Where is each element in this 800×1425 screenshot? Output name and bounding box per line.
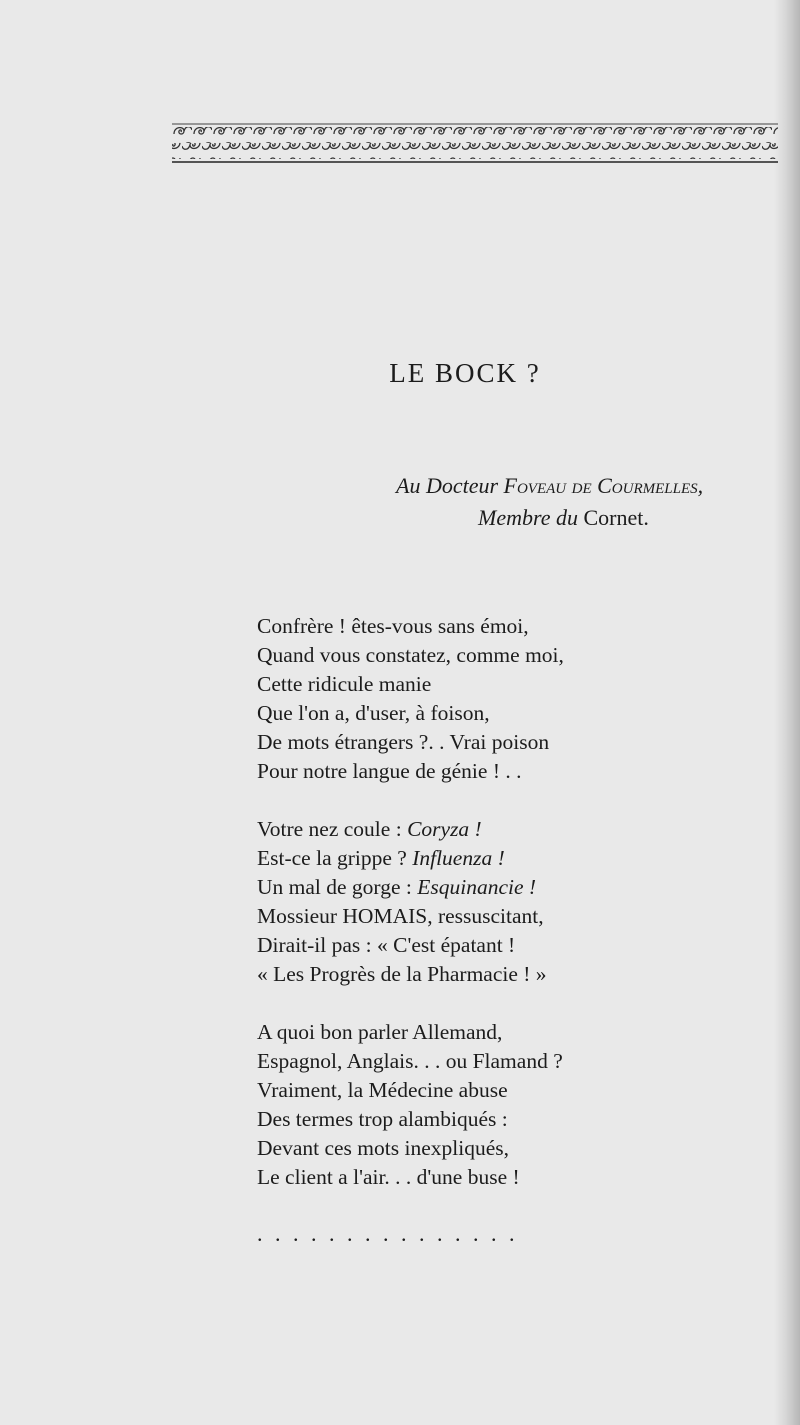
stanza [257, 815, 757, 989]
verse-line: Vraiment, la Médecine abuse [257, 1078, 508, 1102]
verse-line: Que l'on a, d'user, à foison, [257, 701, 490, 725]
verse-line: Quand vous constatez, comme moi, [257, 643, 564, 667]
verse-line: Mossieur HOMAIS, ressuscitant, [257, 904, 544, 928]
verse-emphasis: Influenza ! [412, 846, 505, 870]
stanza [257, 612, 757, 786]
dedication-line-2 [396, 502, 703, 534]
verse-line: « Les Progrès de la Pharmacie ! » [257, 962, 547, 986]
verse-line: A quoi bon parler Allemand, [257, 1020, 503, 1044]
verse-line [257, 873, 757, 902]
ellipsis-line: ............... [257, 1221, 527, 1246]
verse-line: Devant ces mots inexpliqués, [257, 1136, 509, 1160]
scroll-border-ornament-icon [172, 122, 778, 166]
verse-line: Confrère ! êtes-vous sans émoi, [257, 614, 529, 638]
verse-line: Espagnol, Anglais. . . ou Flamand ? [257, 1049, 563, 1073]
poem-body [257, 612, 757, 1248]
dedication-member-of: Membre du [478, 505, 578, 530]
dedication-line-1 [396, 470, 703, 502]
verse-text: Est-ce la grippe ? [257, 846, 413, 870]
poem-title: LE BOCK ? [389, 358, 541, 388]
verse-line: Le client a l'air. . . d'une buse ! [257, 1165, 520, 1189]
verse-text: Votre nez coule : [257, 817, 408, 841]
verse-line: De mots étrangers ?. . Vrai poison [257, 730, 550, 754]
verse-line: Pour notre langue de génie ! . . [257, 759, 522, 783]
verse-line [257, 815, 757, 844]
verse-emphasis: Esquinancie ! [417, 875, 537, 899]
dedication [396, 470, 703, 534]
page-edge-shadow [774, 0, 800, 1425]
stanza [257, 1018, 757, 1192]
dedication-group: Cornet. [583, 505, 649, 530]
verse-emphasis: Coryza ! [407, 817, 482, 841]
verse-line: Des termes trop alambiqués : [257, 1107, 508, 1131]
dedication-prefix: Au Docteur [396, 473, 499, 498]
verse-text: Un mal de gorge : [257, 875, 418, 899]
verse-line [257, 844, 757, 873]
verse-line: Cette ridicule manie [257, 672, 432, 696]
dedicatee-name: Foveau de Courmelles, [503, 473, 704, 498]
verse-line: Dirait-il pas : « C'est épatant ! [257, 933, 516, 957]
